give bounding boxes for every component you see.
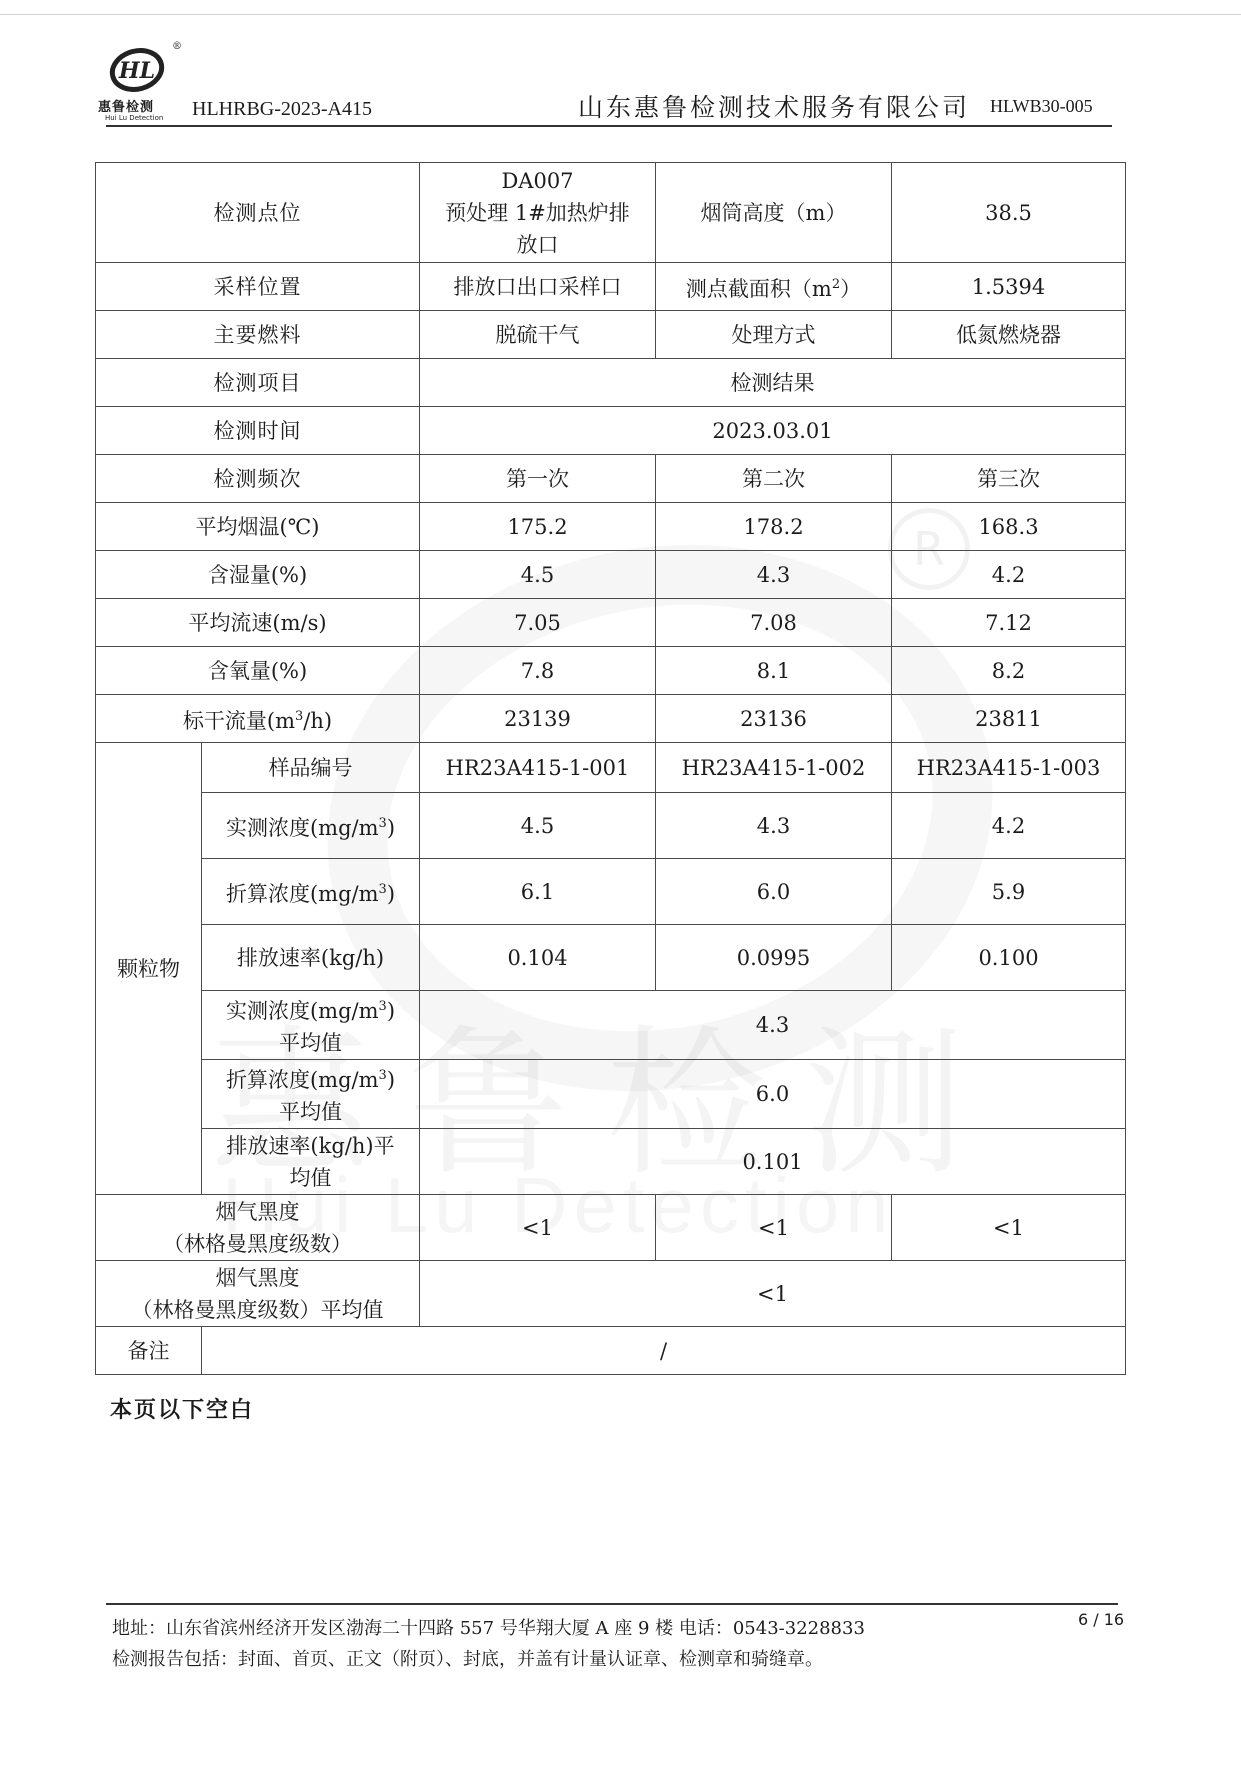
point-value	[420, 163, 656, 263]
temperature-2: 178.2	[656, 503, 892, 551]
sampling-position-value: 排放口出口采样口	[420, 263, 656, 311]
emission-rate-label: 排放速率(kg/h)	[202, 925, 420, 991]
particulate-label: 颗粒物	[96, 743, 202, 1195]
smoke-average-value: <1	[420, 1261, 1126, 1327]
emission-rate-2: 0.0995	[656, 925, 892, 991]
smoke-blackness-label: 烟气黑度 （林格曼黑度级数）	[96, 1195, 420, 1261]
frequency-1: 第一次	[420, 455, 656, 503]
table-row-converted-concentration	[96, 859, 1126, 925]
form-number: HLWB30-005	[990, 96, 1093, 116]
table-row-sampling	[96, 263, 1126, 311]
logo-english-name: Hui Lu Detection	[105, 114, 164, 122]
table-row-time	[96, 407, 1126, 455]
converted-concentration-2: 6.0	[656, 859, 892, 925]
top-scan-rule	[0, 14, 1241, 15]
smoke-average-label: 烟气黑度 （林格曼黑度级数）平均值	[96, 1261, 420, 1327]
svg-text:HL: HL	[118, 58, 156, 84]
watermark-registered-icon: R	[888, 508, 970, 590]
footer-address: 地址：山东省滨州经济开发区渤海二十四路 557 号华翔大厦 A 座 9 楼 电话：0543-3228833	[112, 1618, 865, 1639]
sample-number-3: HR23A415-1-003	[892, 743, 1126, 793]
oxygen-label: 含氧量(%)	[96, 647, 420, 695]
page-number: 6 / 16	[1078, 1610, 1125, 1629]
treatment-value: 低氮燃烧器	[892, 311, 1126, 359]
velocity-1: 7.05	[420, 599, 656, 647]
table-row-measured-concentration	[96, 793, 1126, 859]
converted-average-value: 6.0	[420, 1060, 1126, 1129]
flow-3: 23811	[892, 695, 1126, 743]
smoke-blackness-3: <1	[892, 1195, 1126, 1261]
point-label: 检测点位	[96, 163, 420, 263]
header-divider	[106, 125, 1112, 127]
converted-concentration-label: 折算浓度$(mg/m^3)$	[202, 859, 420, 925]
table-row-point	[96, 163, 1126, 263]
flow-label: 标干流量$(m^3/h)$	[96, 695, 420, 743]
velocity-2: 7.08	[656, 599, 892, 647]
footer-divider	[106, 1603, 1118, 1605]
item-label: 检测项目	[96, 359, 420, 407]
area-value: 1.5394	[892, 263, 1126, 311]
remarks-value: /	[202, 1327, 1126, 1375]
company-logo	[98, 40, 182, 122]
remarks-label: 备注	[96, 1327, 202, 1375]
oxygen-3: 8.2	[892, 647, 1126, 695]
blank-page-note: 本页以下空白	[110, 1398, 255, 1423]
temperature-1: 175.2	[420, 503, 656, 551]
table-row-converted-average	[96, 1060, 1126, 1129]
table-row-sample-number	[96, 743, 1126, 793]
rate-average-label: 排放速率(kg/h)平 均值	[202, 1129, 420, 1195]
stack-height-label: 烟筒高度（m）	[656, 163, 892, 263]
rate-average-value: 0.101	[420, 1129, 1126, 1195]
oxygen-1: 7.8	[420, 647, 656, 695]
table-row-item	[96, 359, 1126, 407]
moisture-2: 4.3	[656, 551, 892, 599]
sample-number-label: 样品编号	[202, 743, 420, 793]
temperature-label: 平均烟温(℃)	[96, 503, 420, 551]
area-label: 测点截面积$(m^2)$	[656, 263, 892, 311]
converted-concentration-1: 6.1	[420, 859, 656, 925]
flow-1: 23139	[420, 695, 656, 743]
logo-chinese-name: 惠鲁检测	[98, 100, 155, 115]
company-name: 山东惠鲁检测技术服务有限公司	[578, 93, 971, 122]
result-label: 检测结果	[420, 359, 1126, 407]
table-row-smoke-blackness	[96, 1195, 1126, 1261]
measured-average-label: 实测浓度$(mg/m^3)$ 平均值	[202, 991, 420, 1060]
table-row-temperature	[96, 503, 1126, 551]
emission-rate-1: 0.104	[420, 925, 656, 991]
emission-results-table	[95, 162, 1126, 1375]
table-row-frequency	[96, 455, 1126, 503]
sample-number-2: HR23A415-1-002	[656, 743, 892, 793]
velocity-3: 7.12	[892, 599, 1126, 647]
flow-2: 23136	[656, 695, 892, 743]
moisture-label: 含湿量(%)	[96, 551, 420, 599]
measured-concentration-label: 实测浓度$(mg/m^3)$	[202, 793, 420, 859]
frequency-2: 第二次	[656, 455, 892, 503]
measured-concentration-2: 4.3	[656, 793, 892, 859]
velocity-label: 平均流速(m/s)	[96, 599, 420, 647]
table-row-measured-average	[96, 991, 1126, 1060]
point-name-2: 放口	[516, 232, 559, 257]
treatment-label: 处理方式	[656, 311, 892, 359]
measured-concentration-3: 4.2	[892, 793, 1126, 859]
converted-concentration-3: 5.9	[892, 859, 1126, 925]
frequency-label: 检测频次	[96, 455, 420, 503]
logo-emblem-icon	[108, 46, 166, 94]
fuel-value: 脱硫干气	[420, 311, 656, 359]
sampling-position-label: 采样位置	[96, 263, 420, 311]
table-row-smoke-average	[96, 1261, 1126, 1327]
table-row-rate-average	[96, 1129, 1126, 1195]
measured-average-value: 4.3	[420, 991, 1126, 1060]
table-row-oxygen	[96, 647, 1126, 695]
emission-rate-3: 0.100	[892, 925, 1126, 991]
stack-height-value: 38.5	[892, 163, 1126, 263]
report-number: HLHRBG-2023-A415	[192, 98, 372, 120]
time-label: 检测时间	[96, 407, 420, 455]
converted-average-label: 折算浓度$(mg/m^3)$ 平均值	[202, 1060, 420, 1129]
sample-number-1: HR23A415-1-001	[420, 743, 656, 793]
time-value: 2023.03.01	[420, 407, 1126, 455]
table-row-remarks	[96, 1327, 1126, 1375]
table-row-emission-rate	[96, 925, 1126, 991]
point-code: DA007	[501, 168, 574, 193]
frequency-3: 第三次	[892, 455, 1126, 503]
measured-concentration-1: 4.5	[420, 793, 656, 859]
table-row-moisture	[96, 551, 1126, 599]
point-name-1: 预处理 1#加热炉排	[445, 200, 630, 225]
table-row-flow	[96, 695, 1126, 743]
table-row-velocity	[96, 599, 1126, 647]
smoke-blackness-2: <1	[656, 1195, 892, 1261]
table-row-fuel	[96, 311, 1126, 359]
smoke-blackness-1: <1	[420, 1195, 656, 1261]
fuel-label: 主要燃料	[96, 311, 420, 359]
logo-registered-mark: ®	[172, 41, 182, 52]
oxygen-2: 8.1	[656, 647, 892, 695]
moisture-3: 4.2	[892, 551, 1126, 599]
footer-report-note: 检测报告包括：封面、首页、正文（附页）、封底，并盖有计量认证章、检测章和骑缝章。	[112, 1649, 823, 1670]
moisture-1: 4.5	[420, 551, 656, 599]
temperature-3: 168.3	[892, 503, 1126, 551]
